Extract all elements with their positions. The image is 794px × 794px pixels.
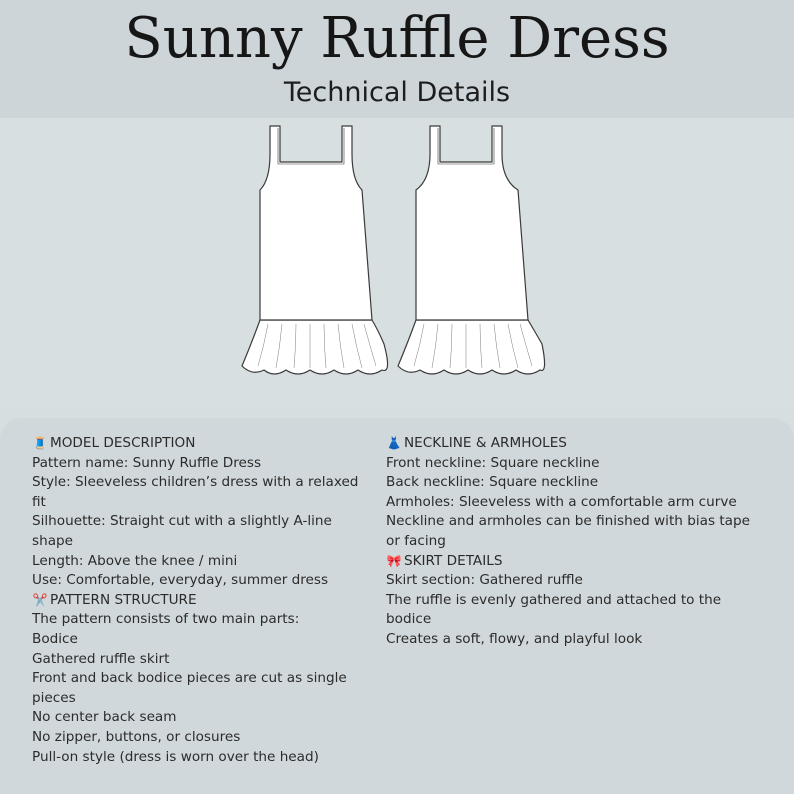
list-item: Front and back bodice pieces are cut as single pieces xyxy=(32,670,347,706)
list-item: Skirt section: Gathered ruffle xyxy=(386,572,583,589)
list-item: Length: Above the knee / mini xyxy=(32,552,238,569)
dress-back-view xyxy=(392,124,552,378)
list-item: Back neckline: Square neckline xyxy=(386,474,599,491)
list-item: Neckline and armholes can be finished with bias tape or facing xyxy=(386,513,750,549)
list-item: The ruffle is evenly gathered and attached to the bodice xyxy=(386,591,722,628)
dress-front-view xyxy=(238,124,398,378)
list-item: Creates a soft, flowy, and playful look xyxy=(386,630,643,647)
list-item: Gathered ruffle skirt xyxy=(32,650,170,667)
list-item: Silhouette: Straight cut with a slightly A-line shape xyxy=(32,513,332,549)
section-heading-pattern-structure: ✂️ PATTERN STRUCTURE xyxy=(32,591,372,611)
section-heading-skirt-details: 🎀 SKIRT DETAILS xyxy=(386,552,756,572)
header-banner xyxy=(0,0,794,118)
scissors-icon: ✂️ xyxy=(32,592,48,607)
list-item: Style: Sleeveless children’s dress with a relaxed fit xyxy=(32,474,359,510)
page-title: Sunny Ruffle Dress xyxy=(124,6,670,71)
ribbon-icon: 🎀 xyxy=(386,553,402,568)
list-item: The pattern consists of two main parts: xyxy=(32,611,300,628)
thread-spool-icon: 🧵 xyxy=(32,436,48,450)
list-item: No center back seam xyxy=(32,709,177,726)
bodice xyxy=(416,126,528,320)
technical-illustration xyxy=(0,118,794,408)
left-column xyxy=(32,434,372,767)
list-item: Pull-on style (dress is worn over the head) xyxy=(32,748,319,765)
list-item: Front neckline: Square neckline xyxy=(386,454,600,471)
section-heading-neckline-armholes: 👗 NECKLINE & ARMHOLES xyxy=(386,434,756,454)
right-column xyxy=(386,434,756,650)
dress-icon: 👗 xyxy=(386,436,402,450)
bodice xyxy=(260,126,372,320)
ruffle-skirt xyxy=(398,320,545,374)
list-item: Use: Comfortable, everyday, summer dress xyxy=(32,572,329,589)
list-item: Bodice xyxy=(32,630,78,647)
ruffle-skirt xyxy=(242,320,388,374)
list-item: No zipper, buttons, or closures xyxy=(32,728,241,745)
list-item: Armholes: Sleeveless with a comfortable arm curve xyxy=(386,493,737,510)
list-item: Pattern name: Sunny Ruffle Dress xyxy=(32,454,262,471)
section-heading-model-description: 🧵 MODEL DESCRIPTION xyxy=(32,434,372,454)
details-panel xyxy=(0,418,794,794)
page-subtitle: Technical Details xyxy=(283,77,511,108)
